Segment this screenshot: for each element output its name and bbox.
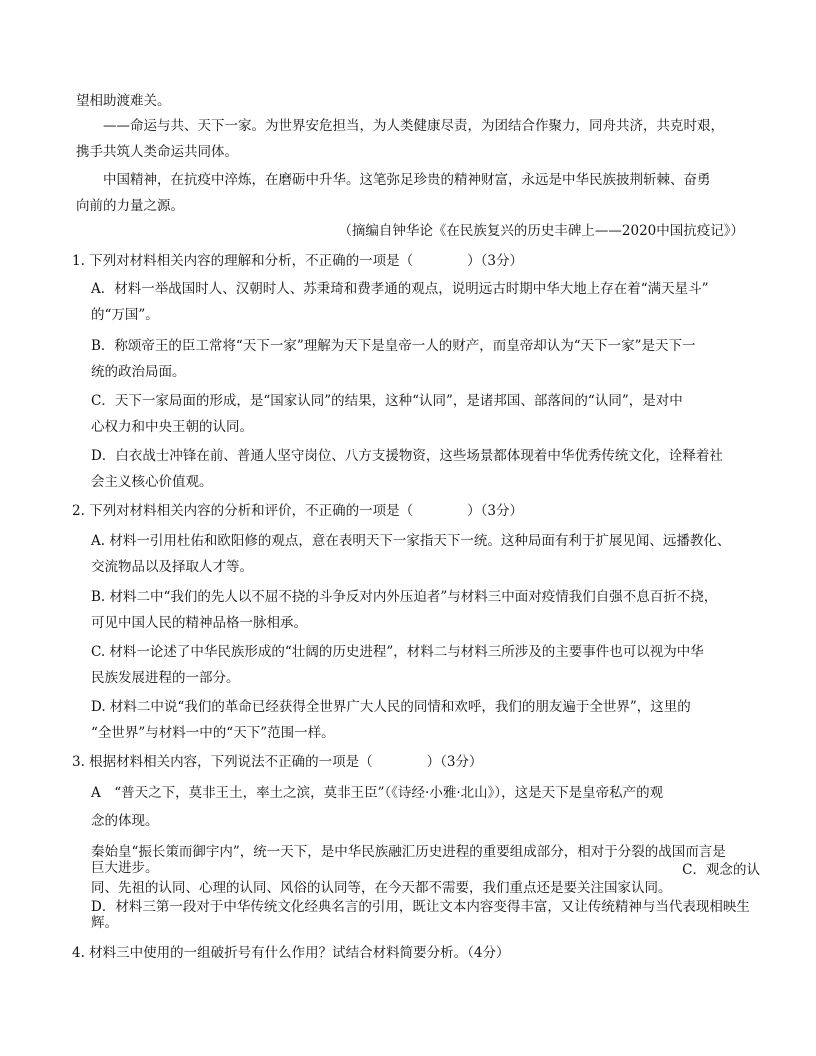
- question-1-option-line: D．白衣战士冲锋在前、普通人坚守岗位、八方支援物资，这些场景都体现着中华优秀传统文化，诠释着社: [91, 448, 723, 464]
- question-1-option-line: C．天下一家局面的形成，是“国家认同”的结果，这种“认同”，是诸邦国、部落间的“认同”，是对中: [91, 393, 683, 409]
- question-1-option-line: 的“万国”。: [91, 307, 159, 323]
- passage-line: ——命运与共、天下一家。为世界安危担当，为人类健康尽责，为团结合作聚力，同舟共济，共克时艰，: [103, 118, 724, 134]
- question-2-option-line: B. 材料二中“我们的先人以不屈不挠的斗争反对内外压迫者”与材料三中面对疫情我们自强不息百折不挠，: [91, 589, 718, 605]
- passage-line: 向前的力量之源。: [76, 198, 184, 214]
- passage-line: 望相助渡难关。: [76, 93, 171, 109]
- question-3-option-line: 秦始皇“振长策而御宇内”，统一天下，是中华民族融汇历史进程的重要组成部分，相对于分裂的战国而言是: [91, 844, 726, 860]
- passage-line: 携手共筑人类命运共同体。: [76, 144, 238, 160]
- passage-line: 中国精神，在抗疫中淬炼，在磨砺中升华。这笔弥足珍贵的精神财富，永远是中华民族披荆斩棘、奋勇: [103, 172, 711, 188]
- passage-source: （摘编自钟华论《在民族复兴的历史丰碑上——2020中国抗疫记》）: [338, 223, 744, 239]
- question-3-option-line: D．材料三第一段对于中华传统文化经典名言的引用，既让文本内容变得丰富，又让传统精神与当代表现相映生: [91, 899, 750, 915]
- question-3-option-line: 念的体现。: [91, 813, 159, 829]
- question-1-stem: 1. 下列对材料相关内容的理解和分析，不正确的一项是（ ）（3分）: [72, 253, 524, 269]
- question-1-option-line: 会主义核心价值观。: [91, 474, 213, 490]
- question-2-option-line: “全世界”与材料一中的“天下”范围一样。: [91, 725, 335, 741]
- question-1-option-line: B．称颂帝王的臣工常将“天下一家”理解为天下是皇帝一人的财产，而皇帝却认为“天下一家”是天下一: [91, 338, 696, 354]
- question-2-stem: 2. 下列对材料相关内容的分析和评价，不正确的一项是（ ）（3分）: [72, 503, 524, 519]
- question-2-option-line: 交流物品以及择取人才等。: [91, 559, 253, 575]
- question-3-option-line: 巨大进步。: [91, 860, 159, 876]
- question-2-option-line: 可见中国人民的精神品格一脉相承。: [91, 615, 307, 631]
- question-3-option-line: A “普天之下，莫非王土，率土之滨，莫非王臣”（《诗经·小雅·北山》），这是天下是皇帝私产的观: [91, 785, 664, 801]
- question-3-option-line: 辉。: [91, 915, 118, 931]
- question-1-option-line: 统的政治局面。: [91, 364, 186, 380]
- question-1-option-line: 心权力和中央王朝的认同。: [91, 419, 253, 435]
- question-2-option-line: A. 材料一引用杜佑和欧阳修的观点，意在表明天下一家指天下一统。这种局面有利于扩展见闻、远播教化、: [91, 533, 731, 549]
- question-2-option-line: 民族发展进程的一部分。: [91, 670, 240, 686]
- question-3-option-line: 同、先祖的认同、心理的认同、风俗的认同等，在今天都不需要，我们重点还是要关注国家认同。: [91, 880, 672, 896]
- question-2-option-line: D. 材料二中说“我们的革命已经获得全世界广大人民的同情和欢呼，我们的朋友遍于全世界”，这里的: [91, 699, 691, 715]
- question-3-option-line: C．观念的认: [682, 862, 760, 878]
- question-2-option-line: C. 材料一论述了中华民族形成的“壮阔的历史进程”，材料二与材料三所涉及的主要事件也可以视为中华: [91, 644, 704, 660]
- question-3-stem: 3. 根据材料相关内容，下列说法不正确的一项是（ ）（3分）: [72, 754, 483, 770]
- question-4-stem: 4. 材料三中使用的一组破折号有什么作用？试结合材料简要分析。（4分）: [72, 945, 510, 961]
- question-1-option-line: A．材料一举战国时人、汉朝时人、苏秉琦和费孝通的观点，说明远古时期中华大地上存在着“满天星斗”: [91, 281, 709, 297]
